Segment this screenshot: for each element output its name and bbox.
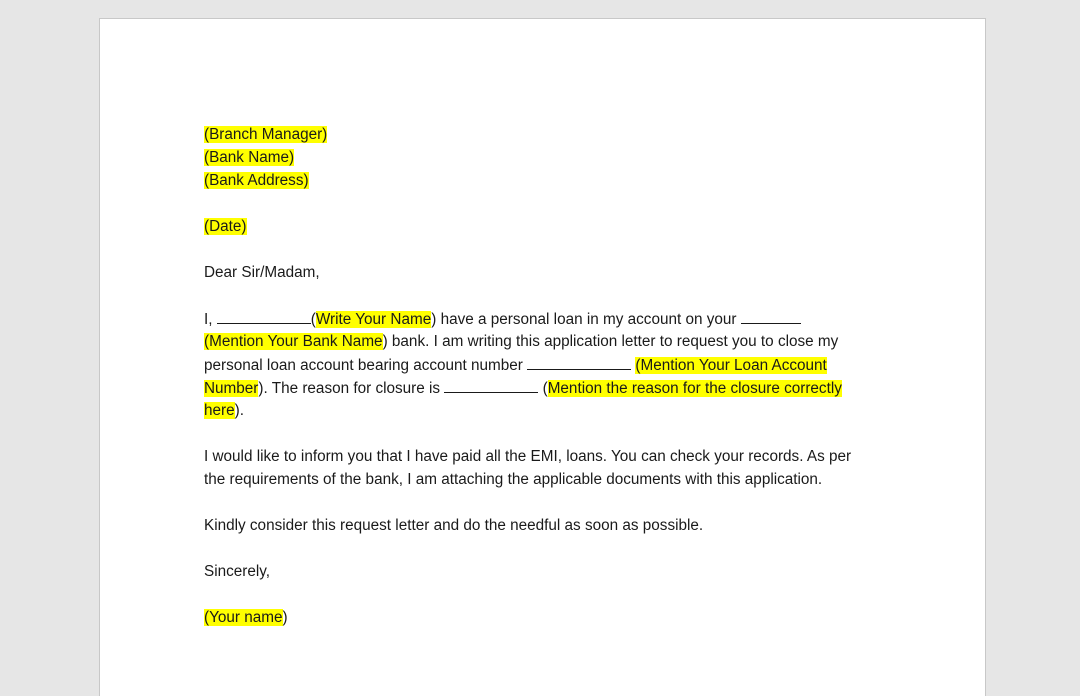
date-line [204, 215, 894, 238]
paragraph3: Kindly consider this request letter and do the needful as soon as possible. [204, 517, 704, 534]
letter-body[interactable] [204, 123, 894, 629]
paragraph1-line2 [204, 330, 894, 353]
spacer [204, 284, 894, 307]
recipient-bank-address: (Bank Address) [204, 172, 309, 189]
spacer [204, 583, 894, 606]
p1-paren-open: ( [310, 311, 316, 328]
spacer [204, 422, 894, 445]
paragraph1-line1 [204, 307, 894, 330]
date-placeholder: (Date) [204, 218, 247, 235]
reason-placeholder-cont: here [204, 402, 235, 419]
bank-blank [741, 307, 801, 324]
spacer [204, 491, 894, 514]
spacer [204, 537, 894, 560]
spacer [204, 192, 894, 215]
salutation: Dear Sir/Madam, [204, 264, 320, 281]
p1-loan-text: ) have a personal loan in my account on your [431, 311, 741, 328]
p1-paren-open-2: ( [542, 380, 548, 397]
name-blank [217, 307, 311, 324]
account-placeholder: (Mention Your Loan Account [635, 357, 827, 374]
p1-intro: I, [204, 311, 217, 328]
p1-end: ). [234, 402, 244, 419]
signature-line [204, 606, 894, 629]
p1-request-text: ) bank. I am writing this application letter to request you to close my [382, 333, 839, 350]
document-page[interactable] [99, 18, 986, 696]
recipient-bank-name: (Bank Name) [204, 149, 295, 166]
name-placeholder: Write Your Name [315, 311, 432, 328]
closing: Sincerely, [204, 563, 271, 580]
paragraph2-line1: I would like to inform you that I have paid all the EMI, loans. You can check your records. As per [204, 448, 852, 465]
paragraph1-line3 [204, 353, 894, 376]
p1-account-text: personal loan account bearing account number [204, 357, 528, 374]
paragraph1-line4 [204, 376, 894, 399]
recipient-manager: (Branch Manager) [204, 126, 328, 143]
signature-end: ) [282, 609, 288, 626]
bank-name-placeholder: (Mention Your Bank Name [204, 333, 383, 350]
paragraph1-line5 [204, 399, 894, 422]
reason-placeholder: Mention the reason for the closure correctly [547, 380, 842, 397]
account-blank [527, 353, 631, 370]
recipient-manager-line [204, 123, 894, 146]
reason-blank [444, 376, 538, 393]
recipient-bank-address-line [204, 169, 894, 192]
recipient-bank-name-line [204, 146, 894, 169]
p1-reason-text: ). The reason for closure is [258, 380, 445, 397]
account-placeholder-cont: Number [204, 380, 259, 397]
spacer [204, 238, 894, 261]
paragraph2-line2: the requirements of the bank, I am attaching the applicable documents with this application. [204, 471, 823, 488]
signature-placeholder: (Your name [204, 609, 283, 626]
